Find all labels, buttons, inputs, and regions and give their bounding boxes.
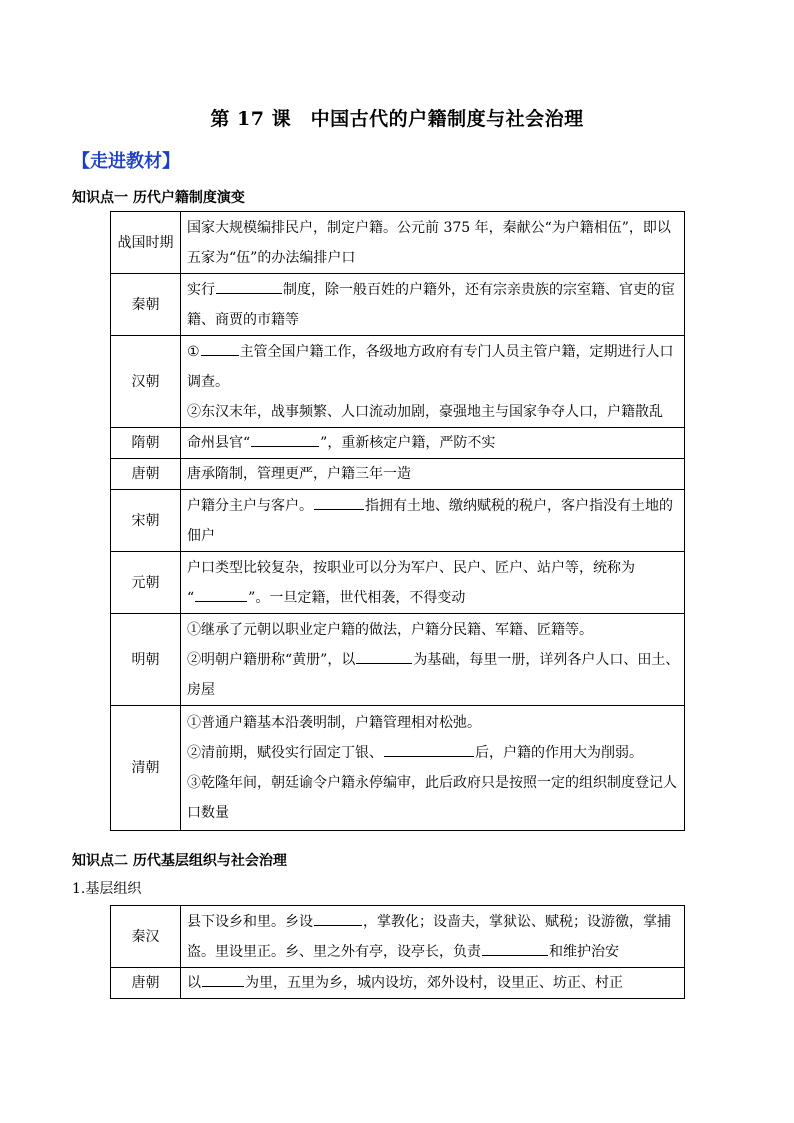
text-segment: 为里，五里为乡，城内设坊，郊外设村，设里正、坊正、村正	[245, 975, 623, 991]
desc-cell	[181, 968, 685, 999]
text-segment: 主管全国户籍工作，各级地方政府有专门人员主管户籍，定期进行人口调查。	[187, 343, 674, 390]
desc-cell	[181, 552, 685, 614]
text-segment: ③乾隆年间，朝廷谕令户籍永停编审，此后政府只是按照一定的组织制度登记人口数量	[187, 775, 677, 821]
text-line: ②东汉末年，战事频繁、人口流动加剧，豪强地主与国家争夺人口，户籍散乱	[187, 403, 663, 420]
era-cell: 清朝	[111, 706, 181, 831]
household-registration-table	[110, 211, 685, 831]
knowledge-point-2-heading: 知识点二 历代基层组织与社会治理	[72, 853, 287, 869]
text-segment: ”，重新核定户籍，严防不实	[320, 435, 496, 451]
fill-in-blank	[384, 741, 474, 757]
fill-in-blank	[482, 940, 548, 956]
text-line	[187, 583, 680, 613]
table-row	[111, 212, 685, 274]
text-segment: 和维护治安	[549, 943, 619, 960]
fill-in-blank	[216, 278, 282, 294]
text-segment: ”。一旦定籍，世代相袭，不得变动	[248, 589, 466, 606]
text-segment: ②明朝户籍册称“黄册”，以	[187, 651, 356, 668]
era-cell: 秦汉	[111, 906, 181, 968]
section-header: 【走进教材】	[72, 151, 180, 172]
era-cell: 汉朝	[111, 336, 181, 428]
desc-cell	[181, 490, 685, 552]
fill-in-blank	[202, 971, 244, 987]
text-segment: ，掌教化；设啬夫，掌狱讼、赋税；设游徼，掌捕盗。里设里正。乡、里之外有亭，设亭长，负责	[187, 913, 671, 960]
table-row	[111, 274, 685, 336]
text-line: ①普通户籍基本沿袭明制，户籍管理相对松弛。	[187, 715, 481, 731]
desc-cell	[181, 428, 685, 459]
table-row	[111, 459, 685, 490]
table-row	[111, 490, 685, 552]
text-segment: 以	[187, 975, 201, 991]
era-cell: 隋朝	[111, 428, 181, 459]
text-segment: 县下设乡和里。乡设	[187, 913, 313, 930]
era-cell: 明朝	[111, 614, 181, 706]
desc-cell	[181, 336, 685, 428]
fill-in-blank	[314, 494, 364, 510]
text-segment: 后，户籍的作用大为削弱。	[475, 745, 643, 761]
fill-in-blank	[314, 910, 362, 926]
table-row	[111, 336, 685, 428]
fill-in-blank	[356, 648, 412, 664]
table-row	[111, 706, 685, 831]
text-segment: 户籍分主户与客户。	[187, 497, 313, 514]
page-title: 第 17 课 中国古代的户籍制度与社会治理	[210, 108, 584, 130]
text-segment: 制度，除一般百姓的户籍外，还有宗亲贵族的宗室籍、官吏的宦籍、商贾的市籍等	[187, 281, 675, 328]
table-row	[111, 552, 685, 614]
text-segment: 命州县官“	[187, 435, 251, 451]
text-segment: “	[187, 589, 195, 606]
era-cell: 宋朝	[111, 490, 181, 552]
desc-cell	[181, 706, 685, 831]
desc-cell	[181, 906, 685, 968]
era-cell: 唐朝	[111, 968, 181, 999]
text-segment: 实行	[187, 281, 215, 298]
fill-in-blank	[195, 586, 247, 602]
table-row	[111, 428, 685, 459]
subsection-label: 1.基层组织	[72, 881, 142, 897]
fill-in-blank	[251, 431, 319, 447]
table-row	[111, 906, 685, 968]
text-segment: 指拥有土地、缴纳赋税的税户，客户指没有土地的佃户	[187, 497, 673, 544]
desc-cell	[181, 614, 685, 706]
fill-in-blank	[201, 340, 239, 356]
desc-cell: 唐承隋制，管理更严，户籍三年一造	[181, 459, 685, 490]
desc-cell	[181, 274, 685, 336]
table-row	[111, 968, 685, 999]
era-cell: 唐朝	[111, 459, 181, 490]
text-line: ①继承了元朝以职业定户籍的做法，户籍分民籍、军籍、匠籍等。	[187, 621, 593, 638]
era-cell: 战国时期	[111, 212, 181, 274]
text-segment: ①	[187, 343, 200, 360]
table-row	[111, 614, 685, 706]
text-segment: ②清前期，赋役实行固定丁银、	[187, 745, 383, 761]
era-cell: 秦朝	[111, 274, 181, 336]
text-line	[187, 738, 680, 768]
era-cell: 元朝	[111, 552, 181, 614]
text-segment: 户口类型比较复杂，按职业可以分为军户、民户、匠户、站户等，统称为	[187, 559, 635, 576]
text-segment: 为基础，每里一册，详列各户人口、田土、房屋	[187, 651, 680, 698]
grassroots-organization-table	[110, 905, 685, 999]
desc-cell: 国家大规模编排民户，制定户籍。公元前 375 年，秦献公“为户籍相伍”，即以五家为“伍”的办法编排户口	[181, 212, 685, 274]
knowledge-point-1-heading: 知识点一 历代户籍制度演变	[72, 190, 245, 206]
